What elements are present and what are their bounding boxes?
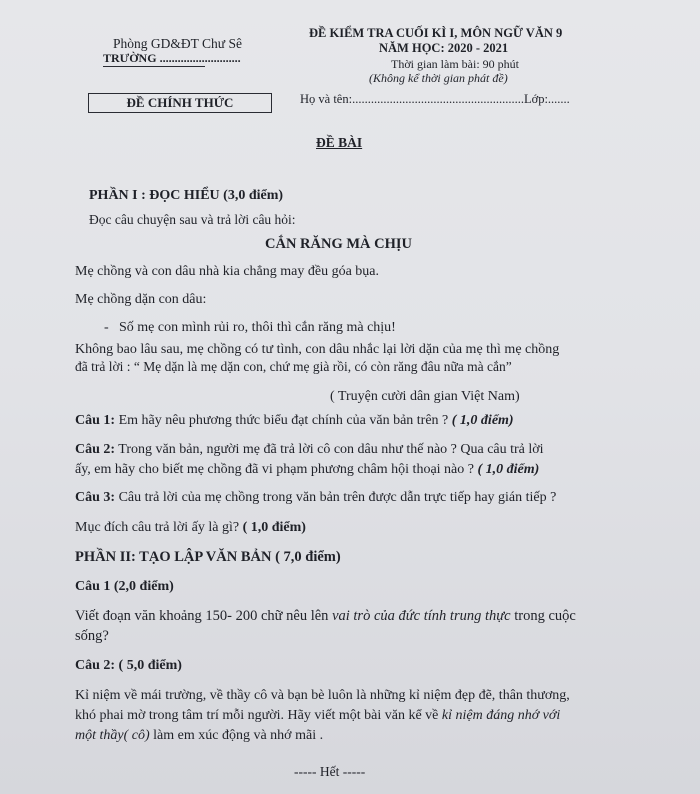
end-marker: ----- Hết ----- [294,764,366,779]
part2-question-2-line-b [75,708,560,724]
story-bullet: - [104,320,109,335]
part2-question-2-emphasis-c: một thầy( cô) [75,728,150,743]
part2-question-2-line-c [75,728,323,744]
school-underline [103,66,205,67]
part2-question-1-emphasis: vai trò của đức tính trung thực [332,608,511,624]
question-3b [75,520,306,536]
part1-heading: PHẦN I : ĐỌC HIỂU (3,0 điểm) [89,188,284,203]
question-1 [75,413,514,429]
question-2-score: ( 1,0 điểm) [473,462,540,477]
question-3-text-b: Mục đích câu trả lời ấy là gì? [75,520,240,535]
official-label: ĐỀ CHÍNH THỨC [126,95,234,110]
story-line-2: Mẹ chồng dặn con dâu: [75,292,207,307]
student-name-line: Họ và tên:.......................................................Lớp:....... [300,92,570,106]
question-3-text-a: Câu trả lời của mẹ chồng trong văn bản trên được dẫn trực tiếp hay gián tiếp ? [115,490,557,505]
part2-question-2-line-a: Kỉ niệm về mái trường, về thầy cô và bạn bè luôn là những kỉ niệm đẹp đẽ, thân thương, [75,688,570,703]
story-line-4a: Không bao lâu sau, mẹ chồng có tư tình, con dâu nhắc lại lời dặn của mẹ thì mẹ chồng [75,342,560,357]
question-1-label: Câu 1: [75,413,116,428]
question-2-text-a: Trong văn bản, người mẹ đã trả lời cô con dâu như thế nào ? Qua câu trả lời [115,442,544,457]
page-title: ĐỀ BÀI [316,135,363,150]
question-2b [75,462,539,478]
school-dots: ........................... [159,51,241,65]
question-1-score: ( 1,0 điểm) [448,413,514,428]
question-2-text-b: ấy, em hãy cho biết mẹ chồng đã vi phạm phương châm hội thoại nào ? [75,462,474,477]
story-title: CẮN RĂNG MÀ CHỊU [265,236,413,252]
question-3-label: Câu 3: [75,490,116,505]
question-1-text: Em hãy nêu phương thức biểu đạt chính của văn bản trên ? [115,413,449,428]
part2-question-2-heading: Câu 2: ( 5,0 điểm) [75,658,182,673]
question-3-score: ( 1,0 điểm) [239,520,306,535]
part2-question-2-emphasis-b: kỉ niệm đáng nhớ với [441,708,561,723]
school-label: TRƯỜNG [103,51,157,65]
part2-question-1-text-a3: trong cuộc [510,608,576,624]
part2-question-1-line-b: sống? [75,628,109,644]
part2-question-2-text-c2: làm em xúc động và nhớ mãi . [149,728,324,743]
school-year: NĂM HỌC: 2020 - 2021 [379,41,509,55]
part2-question-2-text-b1: khó phai mờ trong tâm trí mỗi người. Hãy viết một bài văn kể về [75,708,442,723]
story-line-3: Số mẹ con mình rủi ro, thôi thì cắn răng mà chịu! [119,320,396,335]
part2-question-1-heading: Câu 1 (2,0 điểm) [75,579,174,594]
question-2-label: Câu 2: [75,442,116,457]
part2-heading: PHẦN II: TẠO LẬP VĂN BẢN ( 7,0 điểm) [75,549,341,565]
question-3a [75,490,556,506]
story-line-1: Mẹ chồng và con dâu nhà kia chẳng may đều góa bụa. [75,264,380,279]
part2-question-1-line-a [75,608,576,625]
exam-title: ĐỀ KIỂM TRA CUỐI KÌ I, MÔN NGỮ VĂN 9 [309,26,563,40]
exam-duration: Thời gian làm bài: 90 phút [391,57,519,71]
exam-note: (Không kể thời gian phát đề) [369,71,508,85]
department-name: Phòng GD&ĐT Chư Sê [113,36,242,51]
part2-question-1-text-a1: Viết đoạn văn khoảng 150- 200 chữ nêu lên [75,608,333,624]
story-source: ( Truyện cười dân gian Việt Nam) [330,389,520,404]
question-2a [75,442,544,458]
official-stamp-box [88,93,272,113]
reading-instruction: Đọc câu chuyện sau và trả lời câu hỏi: [89,212,296,227]
school-line [103,51,241,66]
story-line-4b: đã trả lời : “ Mẹ dặn là mẹ dặn con, chứ mẹ già rồi, có còn răng đâu nữa mà cắn” [75,359,512,374]
